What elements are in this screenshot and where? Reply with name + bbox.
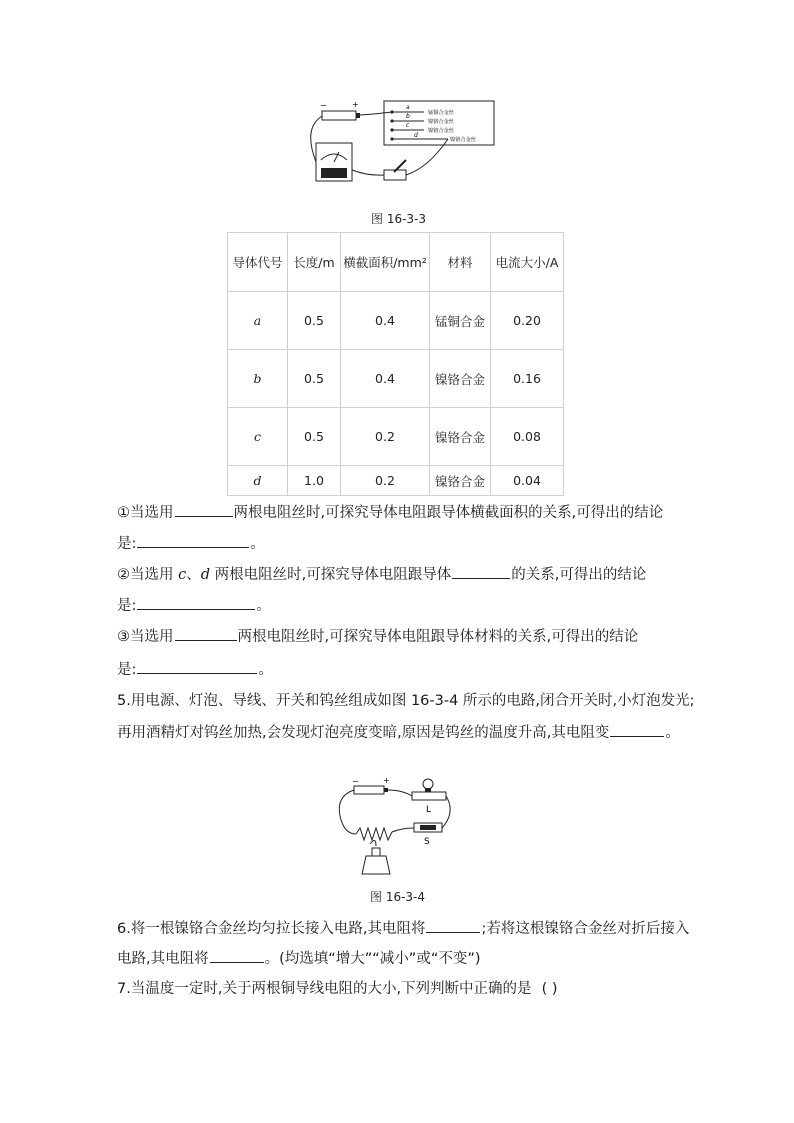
cell-code: a [228, 292, 288, 350]
q4-item2-var-c: c [178, 567, 187, 583]
q6-text: 电路,其电阻将 [117, 951, 209, 967]
q6-text: 6.将一根镍铬合金丝均匀拉长接入电路,其电阻将 [117, 921, 426, 937]
q4-item1-line2 [117, 533, 265, 554]
cell-length: 0.5 [288, 350, 341, 408]
header-area: 横截面积/mm² [341, 233, 430, 292]
q4-item2-line2 [117, 595, 271, 616]
wire-material-c: 镍铬合金丝 [428, 128, 454, 134]
table-row [228, 466, 564, 496]
q5-text: 。 [665, 725, 680, 741]
q4-item3-line2 [117, 659, 273, 680]
wire-label-c: c [406, 122, 410, 129]
q4-item3-text: 。 [258, 662, 273, 678]
cell-material: 锰铜合金 [430, 292, 491, 350]
answer-blank[interactable] [137, 659, 257, 674]
resistance-data-table [227, 232, 564, 496]
q4-item1-text: 。 [250, 536, 265, 552]
q4-item3-text: 两根电阻丝时,可探究导体电阻跟导体材料的关系,可得出的结论 [237, 629, 639, 645]
answer-blank[interactable] [610, 722, 664, 737]
battery-minus: − [352, 777, 359, 786]
battery-minus: − [320, 101, 327, 110]
lamp-label-L: L [426, 805, 432, 815]
wire-material-d: 镍铬合金丝 [450, 137, 476, 143]
cell-code: b [228, 350, 288, 408]
cell-area: 0.4 [341, 350, 430, 408]
cell-material: 镍铬合金 [430, 350, 491, 408]
q7-text: 7.当温度一定时,关于两根铜导线电阻的大小,下列判断中正确的是 [117, 981, 532, 997]
q5-text: 再用酒精灯对钨丝加热,会发现灯泡亮度变暗,原因是钨丝的温度升高,其电阻变 [117, 725, 610, 741]
cell-current: 0.16 [491, 350, 564, 408]
q4-item2-text: 、 [186, 567, 201, 583]
q6-text: 。(均选填“增大”“减小”或“不变”) [264, 951, 481, 967]
answer-blank[interactable] [175, 502, 233, 517]
cell-code: c [228, 408, 288, 466]
table-row [228, 408, 564, 466]
q6-line1 [117, 918, 689, 939]
q5-line2 [117, 722, 680, 743]
wire-material-b: 镍铬合金丝 [428, 119, 454, 125]
table-row [228, 350, 564, 408]
table-header-row [228, 233, 564, 292]
figure-caption-16-3-4: 图 16-3-4 [370, 890, 426, 904]
answer-blank[interactable] [210, 948, 264, 963]
q6-text: ;若将这根镍铬合金丝对折后接入 [481, 921, 690, 937]
answer-blank[interactable] [137, 533, 249, 548]
battery-plus: + [383, 776, 390, 785]
switch-label-S: S [424, 837, 430, 847]
cell-code: d [228, 466, 288, 496]
circuit-figure-16-3-3 [298, 98, 498, 190]
cell-material: 镍铬合金 [430, 466, 491, 496]
q6-line2 [117, 948, 481, 969]
q4-item2-line1 [117, 564, 646, 585]
cell-current: 0.04 [491, 466, 564, 496]
q4-item1-text: ①当选用 [117, 505, 174, 521]
cell-material: 镍铬合金 [430, 408, 491, 466]
header-current: 电流大小/A [491, 233, 564, 292]
q4-item2-text: 。 [256, 598, 271, 614]
q4-item3-text: 是: [117, 662, 137, 678]
answer-blank[interactable] [426, 918, 480, 933]
cell-length: 0.5 [288, 408, 341, 466]
q4-item2-text: 两根电阻丝时,可探究导体电阻跟导体 [210, 567, 452, 583]
figure-caption-16-3-3: 图 16-3-3 [371, 212, 427, 226]
cell-area: 0.2 [341, 408, 430, 466]
circuit-figure-16-3-4 [332, 776, 456, 878]
cell-current: 0.20 [491, 292, 564, 350]
q4-item2-text: ②当选用 [117, 567, 179, 583]
q7-answer-paren[interactable]: ( ) [541, 981, 558, 997]
q4-item3-text: ③当选用 [117, 629, 174, 645]
q7-line1 [117, 979, 558, 999]
q4-item3-line1 [117, 626, 638, 647]
header-material: 材料 [430, 233, 491, 292]
answer-blank[interactable] [137, 595, 255, 610]
header-code: 导体代号 [228, 233, 288, 292]
answer-blank[interactable] [175, 626, 237, 641]
cell-area: 0.2 [341, 466, 430, 496]
q4-item1-text: 两根电阻丝时,可探究导体电阻跟导体横截面积的关系,可得出的结论 [233, 505, 664, 521]
cell-area: 0.4 [341, 292, 430, 350]
header-length: 长度/m [288, 233, 341, 292]
q4-item1-line1 [117, 502, 663, 523]
q5-line1: 5.用电源、灯泡、导线、开关和钨丝组成如图 16-3-4 所示的电路,闭合开关时,小灯泡发光; [117, 693, 695, 709]
wire-label-b: b [406, 113, 410, 120]
q4-item2-var-d: d [200, 567, 211, 583]
wire-label-a: a [406, 104, 410, 111]
table-row [228, 292, 564, 350]
q4-item2-text: 是: [117, 598, 137, 614]
cell-length: 0.5 [288, 292, 341, 350]
q4-item1-text: 是: [117, 536, 137, 552]
q4-item2-text: 的关系,可得出的结论 [511, 567, 647, 583]
battery-plus: + [352, 100, 359, 109]
wire-label-d: d [414, 132, 418, 139]
cell-length: 1.0 [288, 466, 341, 496]
cell-current: 0.08 [491, 408, 564, 466]
answer-blank[interactable] [452, 564, 510, 579]
wire-material-a: 锰铜合金丝 [428, 110, 454, 116]
